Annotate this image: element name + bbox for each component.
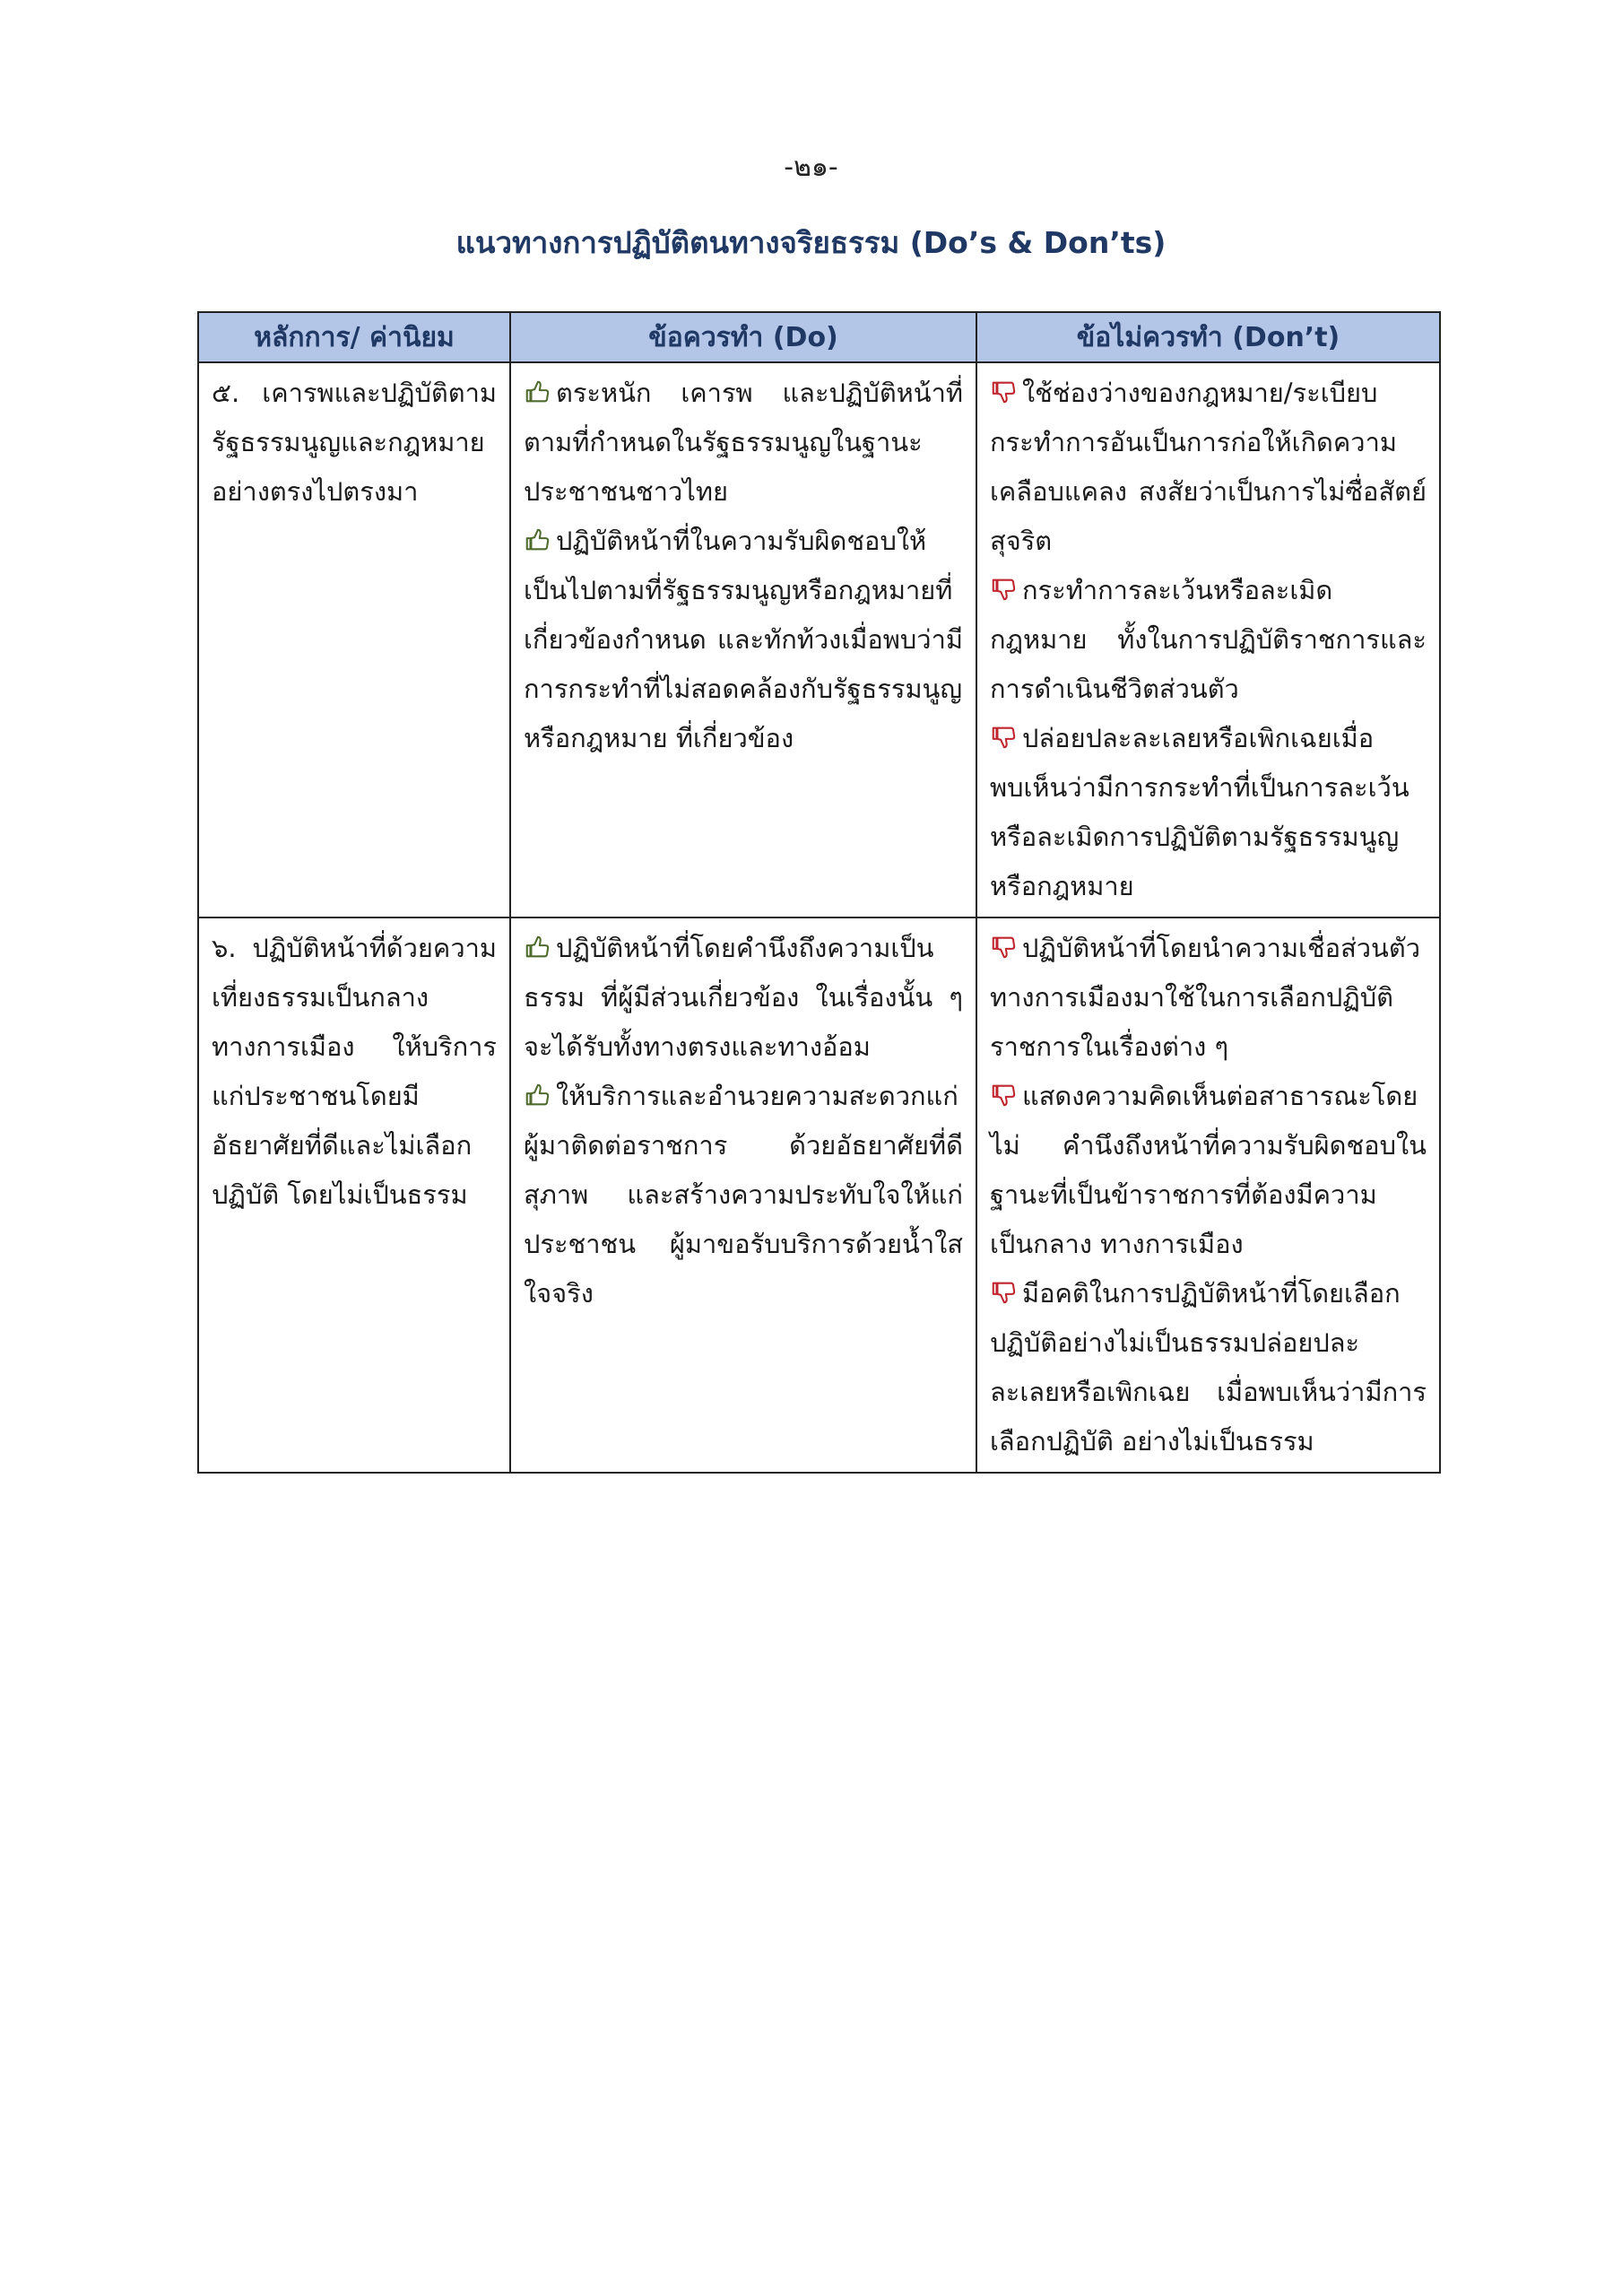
thumbs-down-icon xyxy=(990,570,1017,596)
dont-item-text: ใช้ช่องว่างของกฎหมาย/ระเบียบกระทำการอันเป็นการก่อให้เกิดความเคลือบแคลง สงสัยว่าเป็นการไม่ซื่อสัตย์สุจริต xyxy=(990,378,1427,556)
dont-item xyxy=(990,369,1427,566)
table-header-row xyxy=(198,312,1440,362)
dont-item xyxy=(990,924,1427,1072)
ethics-table xyxy=(197,311,1441,1474)
dont-item xyxy=(990,1269,1427,1466)
principle-text: ๖. ปฏิบัติหน้าที่ด้วยความเที่ยงธรรมเป็นกลางทางการเมือง ให้บริการแก่ประชาชนโดยมีอัธยาศัยที่ดีและไม่เลือกปฏิบัติ โดยไม่เป็นธรรม xyxy=(212,933,497,1210)
page-number: -๒๑- xyxy=(784,152,838,183)
thumbs-down-icon xyxy=(990,1075,1017,1102)
dont-item xyxy=(990,714,1427,911)
dont-cell xyxy=(976,362,1440,918)
column-header-dont: ข้อไม่ควรทำ (Don’t) xyxy=(976,312,1440,362)
principle-cell xyxy=(198,918,510,1473)
thumbs-up-icon xyxy=(524,520,551,547)
do-item xyxy=(524,924,963,1072)
thumbs-up-icon xyxy=(524,927,551,954)
page-title: แนวทางการปฏิบัติตนทางจริยธรรม (Do’s & Don’ts) xyxy=(455,225,1167,260)
do-item xyxy=(524,369,963,517)
do-item-text: ปฏิบัติหน้าที่ในความรับผิดชอบให้เป็นไปตามที่รัฐธรรมนูญหรือกฎหมายที่เกี่ยวข้องกำหนด และทักท้วงเมื่อพบว่ามีการกระทำที่ไม่สอดคล้องกับรัฐธรรมนูญหรือกฎหมาย ที่เกี่ยวข้อง xyxy=(524,526,963,753)
dont-item-text: ปล่อยปละละเลยหรือเพิกเฉยเมื่อพบเห็นว่ามีการกระทำที่เป็นการละเว้นหรือละเมิดการปฏิบัติตามรัฐธรรมนูญหรือกฎหมาย xyxy=(990,723,1409,901)
table-row xyxy=(198,362,1440,918)
do-item-text: ปฏิบัติหน้าที่โดยคำนึงถึงความเป็นธรรม ที่ผู้มีส่วนเกี่ยวข้อง ในเรื่องนั้น ๆ จะได้รับทั้งทางตรงและทางอ้อม xyxy=(524,933,963,1062)
do-item-text: ตระหนัก เคารพ และปฏิบัติหน้าที่ตามที่กำหนดในรัฐธรรมนูญในฐานะประชาชนชาวไทย xyxy=(524,378,963,507)
thumbs-up-icon xyxy=(524,1075,551,1102)
dont-item xyxy=(990,566,1427,714)
dont-item-text: แสดงความคิดเห็นต่อสาธารณะโดยไม่ คำนึงถึงหน้าที่ความรับผิดชอบในฐานะที่เป็นข้าราชการที่ต้องมีความเป็นกลาง ทางการเมือง xyxy=(990,1081,1427,1259)
dont-item xyxy=(990,1072,1427,1269)
principle-cell xyxy=(198,362,510,918)
principle-text: ๕. เคารพและปฏิบัติตามรัฐธรรมนูญและกฎหมายอย่างตรงไปตรงมา xyxy=(212,378,497,507)
column-header-principle: หลักการ/ ค่านิยม xyxy=(198,312,510,362)
dont-item-text: มีอคติในการปฏิบัติหน้าที่โดยเลือกปฏิบัติอย่างไม่เป็นธรรมปล่อยปละละเลยหรือเพิกเฉย เมื่อพบเห็นว่ามีการเลือกปฏิบัติ อย่างไม่เป็นธรรม xyxy=(990,1278,1427,1457)
do-item xyxy=(524,1072,963,1318)
thumbs-down-icon xyxy=(990,372,1017,399)
thumbs-down-icon xyxy=(990,1273,1017,1300)
thumbs-down-icon xyxy=(990,718,1017,744)
dont-item-text: ปฏิบัติหน้าที่โดยนำความเชื่อส่วนตัวทางการเมืองมาใช้ในการเลือกปฏิบัติราชการในเรื่องต่าง ๆ xyxy=(990,933,1420,1062)
do-item xyxy=(524,517,963,763)
do-item-text: ให้บริการและอำนวยความสะดวกแก่ผู้มาติดต่อราชการ ด้วยอัธยาศัยที่ดี สุภาพ และสร้างความประทับใจให้แก่ประชาชน ผู้มาขอรับบริการด้วยน้ำใสใจจริง xyxy=(524,1081,963,1309)
thumbs-up-icon xyxy=(524,372,551,399)
thumbs-down-icon xyxy=(990,927,1017,954)
do-cell xyxy=(510,362,976,918)
dont-item-text: กระทำการละเว้นหรือละเมิดกฎหมาย ทั้งในการปฏิบัติราชการและการดำเนินชีวิตส่วนตัว xyxy=(990,575,1427,704)
do-cell xyxy=(510,918,976,1473)
dont-cell xyxy=(976,918,1440,1473)
table-row xyxy=(198,918,1440,1473)
column-header-do: ข้อควรทำ (Do) xyxy=(510,312,976,362)
